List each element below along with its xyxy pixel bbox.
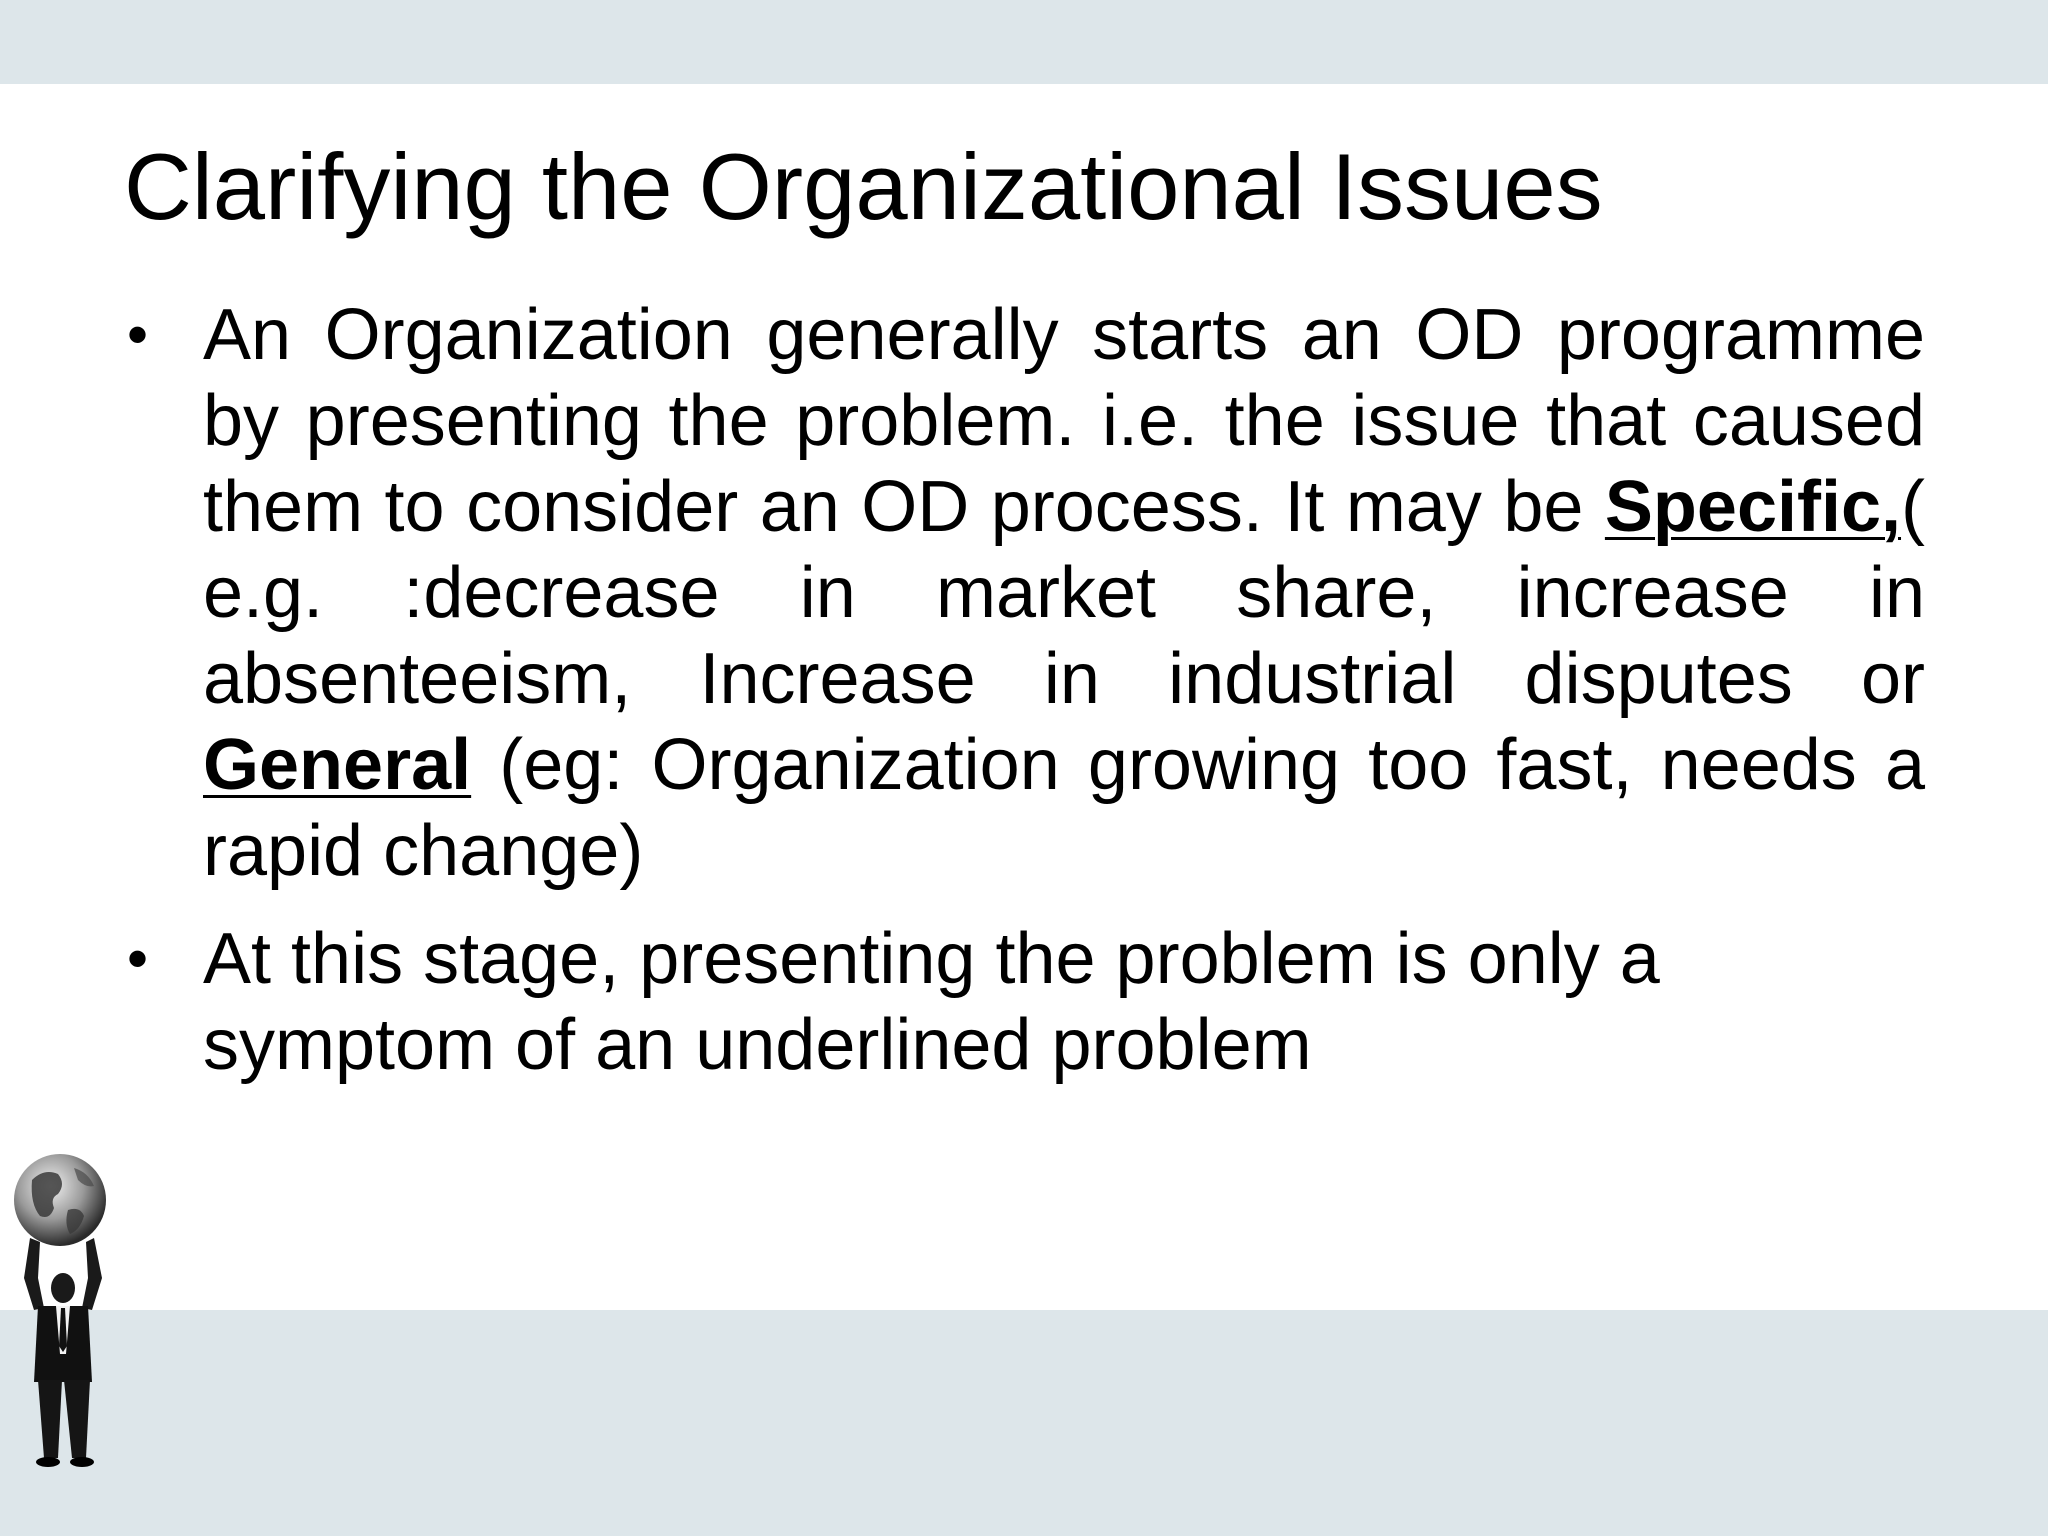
keyword-general: General [203,725,472,805]
bullet-1-text-part-1: An Organization generally starts an OD programme by presenting the problem. i.e. the issue that caused them to consider an OD process. It may be [203,295,1925,547]
slide-title: Clarifying the Organizational Issues [124,134,1603,239]
bullet-marker: • [127,301,149,368]
bullet-2-text: At this stage, presenting the problem is only a symptom of an underlined problem [203,919,1660,1085]
keyword-specific: Specific, [1604,467,1902,547]
bullet-1-text-part-2: ( e.g. :decrease in market share, increase in absenteeism, Increase in industrial disputes or [203,467,1925,719]
bottom-band [0,1310,2048,1536]
person-holding-globe-icon [10,1150,120,1470]
top-band [0,0,2048,84]
bullet-1-text-part-3: (eg: Organization growing too fast, needs a rapid change) [203,725,1925,891]
bullet-list [125,292,1925,1110]
bullet-marker: • [127,925,149,992]
bullet-item-1 [125,292,1925,894]
bullet-item-2 [125,916,1925,1088]
